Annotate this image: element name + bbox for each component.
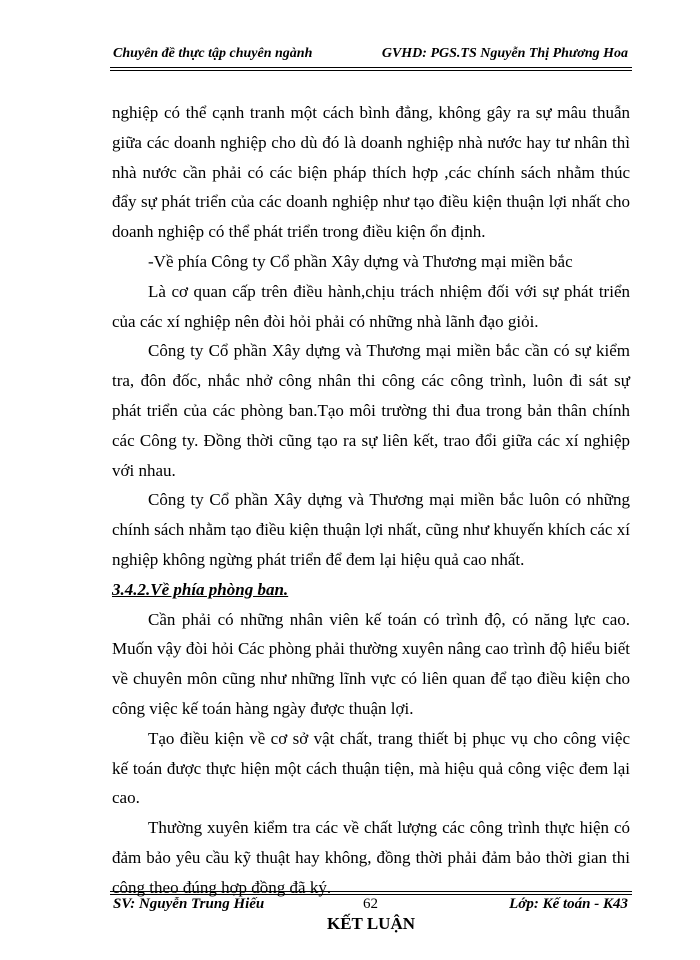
paragraph-5: Công ty Cổ phần Xây dựng và Thương mại miền bắc luôn có những chính sách nhằm tạo điều kiện thuận lợi nhất, cũng như khuyến khích các xí nghiệp không ngừng phát triển để đem lại hiệu quả cao nhất. [112, 490, 630, 569]
document-body [112, 98, 630, 938]
footer-class: Lớp: Kế toán - K43 [509, 896, 628, 912]
page-footer [113, 896, 628, 913]
header-supervisor: GVHD: PGS.TS Nguyễn Thị Phương Hoa [381, 46, 628, 61]
paragraph-4: Công ty Cổ phần Xây dựng và Thương mại miền bắc cần có sự kiểm tra, đôn đốc, nhắc nhở công nhân thi công các công trình, luôn đi sát sự phát triển của các phòng ban.Tạo môi trường thi đua trong bản thân chính các Công ty. Đồng thời cũng tạo ra sự liên kết, trao đổi giữa các xí nghiệp với nhau. [112, 341, 630, 480]
footer-student: SV: Nguyễn Trung Hiếu [113, 896, 265, 912]
page-number: 62 [363, 896, 378, 912]
paragraph-6: Cần phải có những nhân viên kế toán có trình độ, có năng lực cao. Muốn vậy đòi hỏi Các phòng phải thường xuyên nâng cao trình độ hiểu biết về chuyên môn cũng như những lĩnh vực có liên quan để tạo điều kiện cho công việc kế toán hàng ngày được thuận lợi. [112, 609, 630, 718]
conclusion-title: KẾT LUẬN [326, 913, 415, 933]
paragraph-7: Tạo điều kiện về cơ sở vật chất, trang thiết bị phục vụ cho công việc kế toán được thực hiện một cách thuận tiện, mà hiệu quả công việc đem lại cao. [112, 728, 630, 808]
paragraph-2: -Về phía Công ty Cổ phần Xây dựng và Thương mại miền bắc [148, 251, 573, 271]
paragraph-3: Là cơ quan cấp trên điều hành,chịu trách nhiệm đối với sự phát triển của các xí nghiệp nên đòi hỏi phải có những nhà lãnh đạo giỏi. [112, 281, 630, 331]
section-heading: 3.4.2.Về phía phòng ban. [112, 579, 289, 599]
paragraph-8: Thường xuyên kiểm tra các về chất lượng các công trình thực hiện có đảm bảo yêu cầu kỹ thuật hay không, đồng thời phải đảm bảo thời gian thi công theo đúng hợp đồng đã ký. [112, 818, 630, 897]
footer-divider [110, 891, 632, 895]
paragraph-1: nghiệp có thể cạnh tranh một cách bình đẳng, không gây ra sự mâu thuẫn giữa các doanh nghiệp cho dù đó là doanh nghiệp nhà nước hay tư nhân thì nhà nước cần phải có các biện pháp thích hợp ,các chính sách nhằm thúc đẩy sự phát triển của các doanh nghiệp như tạo điều kiện thuận lợi nhất cho doanh nghiệp có thể phát triển trong điều kiện ổn định. [112, 103, 630, 242]
header-course-title: Chuyên đề thực tập chuyên ngành [113, 46, 313, 61]
page-header [113, 46, 628, 62]
header-divider [110, 67, 632, 71]
